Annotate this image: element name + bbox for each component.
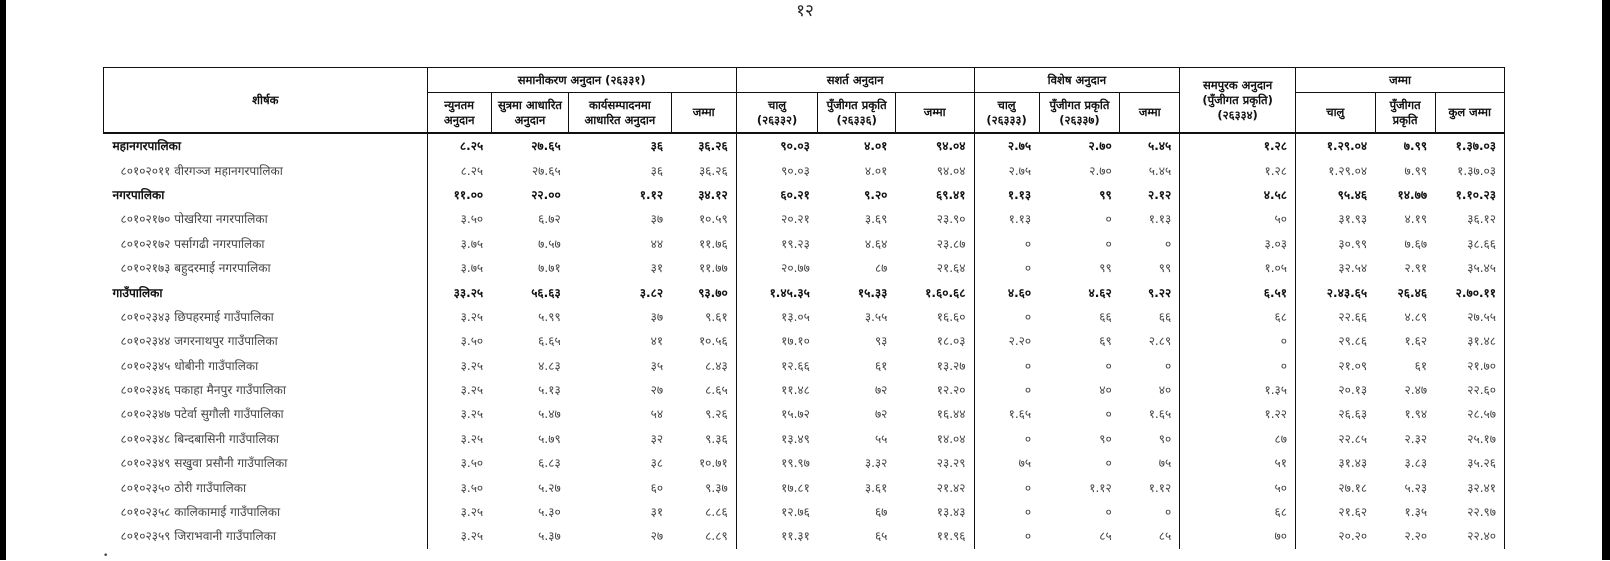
cell-row-title: ८०१०२१७० पोखरिया नगरपालिका <box>120 212 268 227</box>
cell-grand-total: २८.५७ <box>1435 402 1504 426</box>
left-page-edge <box>0 0 6 560</box>
cell-special-capital: ० <box>1105 358 1112 373</box>
cell-total-capital: ७.९९ <box>1404 163 1428 178</box>
cell-grand-total: १.३७.०३ <box>1435 133 1504 158</box>
cell-special-total: ६६ <box>1158 309 1172 324</box>
cell-grand-total: १.३७.०३ <box>1435 158 1504 182</box>
cell-conditional-capital: ६१ <box>874 358 888 373</box>
cell-conditional-capital: ९.२० <box>864 187 888 202</box>
cell-conditional-capital: ९३ <box>874 334 888 349</box>
cell-total-capital: २६.४६ <box>1397 285 1428 300</box>
cell-special-current: ० <box>974 354 1039 378</box>
group-header-total: जम्मा <box>1296 68 1505 93</box>
table-row <box>104 158 1505 182</box>
cell-conditional-current: १९.२३ <box>736 232 818 256</box>
table-row <box>104 475 1505 499</box>
table-row <box>104 402 1505 426</box>
cell-special-current: ७५ <box>974 451 1039 475</box>
cell-minimum-grant: ३.५० <box>427 329 491 353</box>
cell-conditional-current: १३.०५ <box>736 305 818 329</box>
cell-special-current: ० <box>974 475 1039 499</box>
cell-equalization-total: ३६.२६ <box>698 163 728 178</box>
cell-equalization-total: ३६.२६ <box>698 139 728 154</box>
cell-special-total: ४० <box>1158 383 1172 398</box>
cell-minimum-grant: ३३.२५ <box>427 280 491 304</box>
cell-total-capital: २.२० <box>1404 529 1428 544</box>
cell-conditional-current: १५.७२ <box>736 402 818 426</box>
right-page-edge <box>1602 0 1610 560</box>
cell-equalization-total: १०.७१ <box>698 456 728 471</box>
cell-performance-grant: ३.८२ <box>639 285 664 300</box>
cell-grand-total: २.७०.११ <box>1435 280 1504 304</box>
cell-performance-grant: २७ <box>650 529 664 544</box>
cell-formula-grant: २२.०० <box>531 187 561 202</box>
cell-equalization-total: ११.७७ <box>698 261 728 276</box>
cell-total-current: ३१.४३ <box>1296 451 1376 475</box>
page-continuation-mark: • <box>103 551 109 561</box>
sub-header-conditional-capital: पुँजीगत प्रकृति (२६३३६) <box>818 93 896 134</box>
cell-total-current: २२.६६ <box>1296 305 1376 329</box>
cell-conditional-total: १२.२० <box>936 383 966 398</box>
cell-formula-grant: ६.८३ <box>538 456 561 471</box>
cell-row-title: ८०१०२३४८ बिन्दबासिनी गाउँपालिका <box>120 431 279 446</box>
cell-total-current: २६.६३ <box>1296 402 1376 426</box>
cell-conditional-current: ९०.०३ <box>736 133 818 158</box>
table-body <box>104 133 1505 549</box>
group-row <box>104 280 1505 304</box>
cell-performance-grant: ५४ <box>650 407 664 422</box>
cell-special-capital: ० <box>1105 212 1112 227</box>
cell-special-current: २.२० <box>974 329 1039 353</box>
sub-header-total-current: चालु <box>1296 93 1376 134</box>
cell-row-title: ८०१०२०११ वीरगञ्ज महानगरपालिका <box>120 163 283 178</box>
cell-row-title: ८०१०२१७३ बहुदरमाई नगरपालिका <box>120 261 271 276</box>
cell-equalization-total: ८.८६ <box>705 505 728 520</box>
cell-conditional-total: २१.६४ <box>936 261 966 276</box>
cell-minimum-grant: ३.७५ <box>427 232 491 256</box>
sub-header-special-current: चालु (२६३३३) <box>974 93 1039 134</box>
cell-total-capital: २.३२ <box>1404 431 1428 446</box>
cell-conditional-total: ९४.०४ <box>935 139 966 154</box>
cell-conditional-total: १६.६० <box>936 309 966 324</box>
cell-total-current: २०.१३ <box>1296 378 1376 402</box>
cell-conditional-total: ६९.४१ <box>935 187 966 202</box>
cell-special-capital: ९९ <box>1099 187 1112 202</box>
cell-total-capital: ५.२३ <box>1404 480 1428 495</box>
cell-performance-grant: १.१२ <box>639 187 664 202</box>
cell-special-total: ९.२२ <box>1147 285 1172 300</box>
sub-header-formula-grant: सुत्रमा आधारित अनुदान <box>491 93 569 134</box>
cell-total-capital: ३.८३ <box>1404 456 1428 471</box>
cell-row-title: ८०१०२३४९ सखुवा प्रसौनी गाउँपालिका <box>120 456 288 471</box>
group-header-complementary: समपुरक अनुदान (पुँजीगत प्रकृति) (२६३३४) <box>1180 68 1296 134</box>
cell-row-title: ८०१०२३५९ जिराभवानी गाउँपालिका <box>120 529 276 544</box>
cell-special-total: ० <box>1164 505 1172 520</box>
cell-special-capital: १.१२ <box>1089 480 1112 495</box>
cell-grand-total: २२.९७ <box>1435 500 1504 524</box>
cell-complementary-capital: ४.५८ <box>1180 183 1296 207</box>
cell-total-current: १.२९.०४ <box>1296 133 1376 158</box>
cell-minimum-grant: ३.२५ <box>427 427 491 451</box>
cell-conditional-capital: ३.६१ <box>864 480 888 495</box>
cell-conditional-current: ११.३१ <box>736 524 818 548</box>
cell-performance-grant: २७ <box>650 383 664 398</box>
cell-complementary-capital: ६.५१ <box>1180 280 1296 304</box>
cell-formula-grant: ५.१३ <box>538 383 561 398</box>
cell-conditional-capital: ४.०१ <box>864 139 888 154</box>
cell-conditional-current: ६०.२१ <box>736 183 818 207</box>
cell-conditional-current: १७.१० <box>736 329 818 353</box>
cell-minimum-grant: ११.०० <box>427 183 491 207</box>
cell-total-current: १.२९.०४ <box>1296 158 1376 182</box>
cell-complementary-capital: ३.०३ <box>1180 232 1296 256</box>
cell-minimum-grant: ३.२५ <box>427 378 491 402</box>
cell-conditional-capital: ५५ <box>874 431 888 446</box>
cell-grand-total: ३५.४५ <box>1435 256 1504 280</box>
cell-row-title: गाउँपालिका <box>112 285 163 300</box>
cell-special-capital: ९९ <box>1099 261 1112 276</box>
cell-total-current: २.४३.६५ <box>1296 280 1376 304</box>
cell-minimum-grant: ३.२५ <box>427 305 491 329</box>
cell-formula-grant: ४.८३ <box>538 358 561 373</box>
cell-conditional-capital: ४.६४ <box>864 236 888 251</box>
cell-total-capital: ७.६७ <box>1404 236 1428 251</box>
cell-special-capital: ० <box>1105 505 1112 520</box>
cell-total-current: २१.६२ <box>1296 500 1376 524</box>
cell-conditional-total: १.६०.६८ <box>925 285 966 300</box>
cell-equalization-total: ८.८९ <box>705 529 728 544</box>
cell-performance-grant: ३२ <box>650 431 664 446</box>
cell-conditional-total: २३.२९ <box>936 456 966 471</box>
cell-conditional-total: ११.९६ <box>936 529 966 544</box>
cell-special-current: ० <box>974 500 1039 524</box>
cell-special-current: ० <box>974 305 1039 329</box>
cell-conditional-capital: ३.६९ <box>864 212 888 227</box>
cell-minimum-grant: ३.२५ <box>427 354 491 378</box>
cell-special-current: ० <box>974 427 1039 451</box>
cell-conditional-current: १.४५.३५ <box>736 280 818 304</box>
cell-special-current: १.६५ <box>974 402 1039 426</box>
cell-complementary-capital: १.०५ <box>1180 256 1296 280</box>
cell-performance-grant: ४१ <box>650 334 664 349</box>
cell-formula-grant: ५.३० <box>538 505 561 520</box>
cell-special-total: २.८९ <box>1148 334 1172 349</box>
cell-special-capital: ० <box>1105 236 1112 251</box>
cell-complementary-capital: ० <box>1180 329 1296 353</box>
cell-conditional-capital: ४.०१ <box>864 163 888 178</box>
sub-header-minimum-grant: न्युनतम अनुदान <box>427 93 491 134</box>
cell-row-title: ८०१०२३५० ठोरी गाउँपालिका <box>120 480 247 495</box>
cell-special-capital: ४० <box>1099 383 1112 398</box>
cell-special-current: १.१३ <box>974 207 1039 231</box>
cell-formula-grant: ७.५७ <box>538 236 561 251</box>
cell-formula-grant: ५.७९ <box>538 431 561 446</box>
cell-conditional-total: ९४.०४ <box>936 163 966 178</box>
cell-performance-grant: ३८ <box>650 456 664 471</box>
cell-total-capital: ७.९९ <box>1403 139 1428 154</box>
cell-conditional-total: १८.०३ <box>936 334 966 349</box>
cell-grand-total: २५.१७ <box>1435 427 1504 451</box>
cell-conditional-current: १२.६६ <box>736 354 818 378</box>
cell-row-title: ८०१०२३४७ पटेर्वा सुगौली गाउँपालिका <box>120 407 284 422</box>
cell-formula-grant: ५.९९ <box>538 309 561 324</box>
sub-header-performance-grant: कार्यसम्पादनमा आधारित अनुदान <box>569 93 671 134</box>
group-row <box>104 133 1505 158</box>
cell-grand-total: ३२.४१ <box>1435 475 1504 499</box>
cell-total-current: २९.८६ <box>1296 329 1376 353</box>
cell-conditional-total: २३.९० <box>936 212 966 227</box>
table-row <box>104 256 1505 280</box>
cell-complementary-capital: ८७ <box>1180 427 1296 451</box>
cell-conditional-current: १७.८१ <box>736 475 818 499</box>
cell-minimum-grant: ३.७५ <box>427 256 491 280</box>
cell-equalization-total: ९.३७ <box>705 480 728 495</box>
cell-special-current: ० <box>974 524 1039 548</box>
cell-performance-grant: ३६ <box>650 163 664 178</box>
cell-grand-total: २१.७० <box>1435 354 1504 378</box>
cell-row-title: ८०१०२१७२ पर्सागढी नगरपालिका <box>120 236 265 251</box>
cell-performance-grant: ३७ <box>650 309 664 324</box>
cell-minimum-grant: ३.५० <box>427 475 491 499</box>
group-row <box>104 183 1505 207</box>
cell-row-title: ८०१०२३४४ जगरनाथपुर गाउँपालिका <box>120 334 278 349</box>
cell-conditional-capital: ६५ <box>874 529 888 544</box>
cell-special-total: ५.४५ <box>1147 139 1172 154</box>
cell-conditional-total: २१.४२ <box>936 480 966 495</box>
cell-special-total: ५.४५ <box>1148 163 1172 178</box>
cell-total-capital: ४.१९ <box>1404 212 1428 227</box>
cell-total-current: ३१.९३ <box>1296 207 1376 231</box>
cell-conditional-capital: ३.५५ <box>864 309 888 324</box>
cell-complementary-capital: १.२२ <box>1180 402 1296 426</box>
cell-special-total: १.१३ <box>1148 212 1172 227</box>
cell-special-capital: ६९ <box>1099 334 1112 349</box>
cell-performance-grant: ३१ <box>650 261 664 276</box>
cell-formula-grant: ७.७१ <box>538 261 561 276</box>
cell-conditional-total: १३.२७ <box>936 358 966 373</box>
cell-grand-total: ३१.४८ <box>1435 329 1504 353</box>
table-row <box>104 500 1505 524</box>
cell-equalization-total: ११.७६ <box>698 236 728 251</box>
cell-conditional-current: १२.७६ <box>736 500 818 524</box>
sub-header-conditional-total: जम्मा <box>895 93 974 134</box>
table-row <box>104 378 1505 402</box>
cell-grand-total: २२.४० <box>1435 524 1504 548</box>
cell-complementary-capital: १.२८ <box>1180 158 1296 182</box>
cell-row-title: नगरपालिका <box>112 187 165 202</box>
cell-minimum-grant: ३.२५ <box>427 402 491 426</box>
cell-formula-grant: ६.६५ <box>538 334 561 349</box>
cell-row-title: ८०१०२३५८ कालिकामाई गाउँपालिका <box>120 505 281 520</box>
cell-equalization-total: ८.६५ <box>705 383 728 398</box>
cell-grand-total: ३५.२६ <box>1435 451 1504 475</box>
cell-special-total: १.१२ <box>1148 480 1172 495</box>
cell-total-current: ९५.४६ <box>1296 183 1376 207</box>
cell-minimum-grant: ३.२५ <box>427 500 491 524</box>
group-header-conditional: सशर्त अनुदान <box>736 68 974 93</box>
cell-special-total: १.६५ <box>1148 407 1172 422</box>
cell-special-capital: ८५ <box>1099 529 1112 544</box>
cell-complementary-capital: ७० <box>1180 524 1296 548</box>
cell-equalization-total: ९.३६ <box>705 431 728 446</box>
table-row <box>104 427 1505 451</box>
cell-special-current: २.७५ <box>974 158 1039 182</box>
cell-total-capital: २.४७ <box>1404 383 1428 398</box>
cell-special-capital: २.७० <box>1089 163 1112 178</box>
cell-total-capital: ४.८९ <box>1404 309 1428 324</box>
cell-formula-grant: ५.४७ <box>538 407 561 422</box>
group-header-equalization: समानीकरण अनुदान (२६३३१) <box>427 68 736 93</box>
cell-formula-grant: ५.३७ <box>538 529 561 544</box>
cell-minimum-grant: ३.२५ <box>427 524 491 548</box>
sub-header-special-total: जम्मा <box>1120 93 1180 134</box>
cell-conditional-capital: ७२ <box>874 383 888 398</box>
cell-grand-total: ३६.१२ <box>1435 207 1504 231</box>
cell-special-capital: ० <box>1105 456 1112 471</box>
sub-header-equalization-total: जम्मा <box>671 93 736 134</box>
cell-formula-grant: ६.७२ <box>538 212 561 227</box>
cell-special-total: ९९ <box>1158 261 1172 276</box>
table-row <box>104 232 1505 256</box>
cell-grand-total: ३८.६६ <box>1435 232 1504 256</box>
cell-formula-grant: ५.२७ <box>538 480 561 495</box>
cell-special-capital: ४.६२ <box>1088 285 1112 300</box>
cell-special-total: ० <box>1164 236 1172 251</box>
sub-header-conditional-current: चालु (२६३३२) <box>736 93 818 134</box>
cell-complementary-capital: ६८ <box>1180 500 1296 524</box>
cell-conditional-current: ११.४८ <box>736 378 818 402</box>
cell-formula-grant: २७.६५ <box>531 163 561 178</box>
cell-conditional-total: २३.८७ <box>936 236 966 251</box>
cell-special-current: ० <box>974 232 1039 256</box>
cell-conditional-current: २०.२१ <box>736 207 818 231</box>
cell-grand-total: २२.६० <box>1435 378 1504 402</box>
cell-performance-grant: ३१ <box>650 505 664 520</box>
cell-row-title: महानगरपालिका <box>112 139 181 154</box>
cell-performance-grant: ३६ <box>650 139 664 154</box>
cell-total-current: २७.१८ <box>1296 475 1376 499</box>
page-number: १२ <box>796 1 814 21</box>
cell-total-capital: १.६२ <box>1404 334 1428 349</box>
cell-equalization-total: ८.४३ <box>705 358 728 373</box>
cell-formula-grant: ५६.६३ <box>531 285 561 300</box>
cell-conditional-total: १४.०४ <box>936 431 966 446</box>
cell-minimum-grant: ८.२५ <box>427 158 491 182</box>
cell-special-total: २.१२ <box>1147 187 1172 202</box>
cell-minimum-grant: ८.२५ <box>427 133 491 158</box>
cell-conditional-capital: ७२ <box>874 407 888 422</box>
cell-special-capital: ६६ <box>1099 309 1112 324</box>
cell-row-title: ८०१०२३४३ छिपहरमाई गाउँपालिका <box>120 309 274 324</box>
cell-special-current: ० <box>974 256 1039 280</box>
cell-conditional-current: २०.७७ <box>736 256 818 280</box>
table-row <box>104 329 1505 353</box>
cell-complementary-capital: १.३५ <box>1180 378 1296 402</box>
cell-special-current: ४.६० <box>974 280 1039 304</box>
cell-conditional-capital: ६७ <box>874 505 888 520</box>
cell-equalization-total: ९.२६ <box>705 407 728 422</box>
cell-minimum-grant: ३.५० <box>427 451 491 475</box>
cell-conditional-total: १६.४४ <box>936 407 966 422</box>
cell-equalization-total: १०.५६ <box>698 334 728 349</box>
cell-total-capital: ६१ <box>1414 358 1428 373</box>
cell-equalization-total: ३४.१२ <box>698 187 728 202</box>
cell-total-current: २१.०९ <box>1296 354 1376 378</box>
cell-complementary-capital: १.२८ <box>1180 133 1296 158</box>
table-row <box>104 354 1505 378</box>
cell-row-title: ८०१०२३४६ पकाहा मैनपुर गाउँपालिका <box>120 383 286 398</box>
cell-special-capital: २.७० <box>1088 139 1112 154</box>
cell-complementary-capital: ५१ <box>1180 451 1296 475</box>
cell-minimum-grant: ३.५० <box>427 207 491 231</box>
cell-performance-grant: ४४ <box>650 236 664 251</box>
cell-conditional-current: १९.९७ <box>736 451 818 475</box>
cell-equalization-total: ९३.७० <box>698 285 728 300</box>
cell-grand-total: २७.५५ <box>1435 305 1504 329</box>
cell-complementary-capital: ० <box>1180 354 1296 378</box>
table-row <box>104 524 1505 548</box>
cell-total-capital: १.३५ <box>1404 505 1428 520</box>
cell-formula-grant: २७.६५ <box>531 139 561 154</box>
cell-equalization-total: १०.५९ <box>698 212 728 227</box>
table-row <box>104 305 1505 329</box>
cell-row-title: ८०१०२३४५ धोबीनी गाउँपालिका <box>120 358 259 373</box>
column-header-title: शीर्षक <box>104 68 428 134</box>
cell-conditional-current: ९०.०३ <box>736 158 818 182</box>
cell-total-current: ३०.९९ <box>1296 232 1376 256</box>
cell-special-capital: ९० <box>1099 431 1112 446</box>
grant-allocation-table <box>103 67 1505 549</box>
sub-header-grand-total: कुल जम्मा <box>1435 93 1504 134</box>
cell-performance-grant: ३७ <box>650 212 664 227</box>
cell-complementary-capital: ५० <box>1180 207 1296 231</box>
sub-header-special-capital: पुँजीगत प्रकृति (२६३३७) <box>1039 93 1120 134</box>
cell-total-capital: १४.७७ <box>1397 187 1428 202</box>
cell-performance-grant: ३५ <box>650 358 664 373</box>
cell-special-current: ० <box>974 378 1039 402</box>
cell-conditional-capital: ८७ <box>874 261 888 276</box>
sub-header-total-capital: पुँजीगत प्रकृति <box>1375 93 1435 134</box>
cell-total-current: २०.२० <box>1296 524 1376 548</box>
group-header-special: विशेष अनुदान <box>974 68 1180 93</box>
cell-total-current: २२.८५ <box>1296 427 1376 451</box>
table-row <box>104 451 1505 475</box>
cell-total-current: ३२.५४ <box>1296 256 1376 280</box>
cell-special-total: ७५ <box>1158 456 1172 471</box>
table-row <box>104 207 1505 231</box>
cell-complementary-capital: ५० <box>1180 475 1296 499</box>
cell-conditional-current: १३.४९ <box>736 427 818 451</box>
cell-special-total: ८५ <box>1158 529 1172 544</box>
cell-grand-total: १.१०.२३ <box>1435 183 1504 207</box>
cell-special-capital: ० <box>1105 407 1112 422</box>
cell-conditional-capital: १५.३३ <box>857 285 888 300</box>
cell-equalization-total: ९.६१ <box>705 309 728 324</box>
cell-complementary-capital: ६८ <box>1180 305 1296 329</box>
cell-total-capital: २.९१ <box>1404 261 1428 276</box>
cell-conditional-capital: ३.३२ <box>864 456 888 471</box>
cell-special-current: १.१३ <box>974 183 1039 207</box>
cell-conditional-total: १३.४३ <box>936 505 966 520</box>
cell-special-total: ० <box>1164 358 1172 373</box>
cell-special-current: २.७५ <box>974 133 1039 158</box>
cell-performance-grant: ६० <box>650 480 664 495</box>
cell-special-total: ९० <box>1158 431 1172 446</box>
cell-total-capital: १.९४ <box>1404 407 1428 422</box>
